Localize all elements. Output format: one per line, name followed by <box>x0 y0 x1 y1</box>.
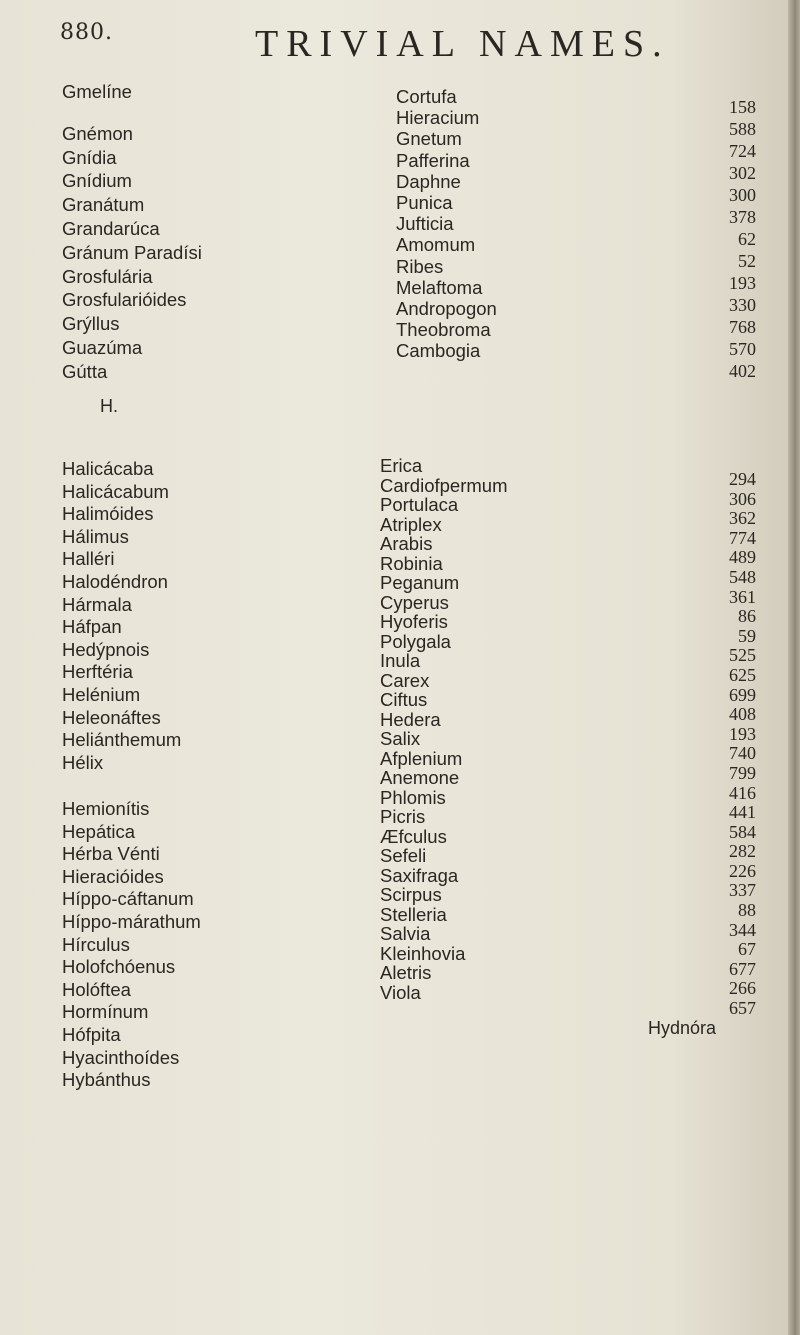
list-item: Hérba Vénti <box>62 843 160 865</box>
list-item: Daphne <box>396 170 461 192</box>
list-item: Hyoferis <box>380 611 448 632</box>
page-ref: 306 <box>729 488 756 509</box>
list-item: Hedýpnois <box>62 638 150 660</box>
page-ref: 378 <box>729 207 756 227</box>
list-item: Gútta <box>62 360 108 382</box>
list-item: Cyperus <box>380 591 449 613</box>
page-ref: 52 <box>738 251 756 271</box>
page-gutter-edge <box>788 0 800 1335</box>
catchword: Hydnóra <box>648 1018 717 1038</box>
page-ref: 408 <box>729 704 756 725</box>
list-item: Hyacinthoídes <box>62 1046 180 1068</box>
page-ref: 625 <box>729 664 756 685</box>
list-item: Grosfulária <box>62 265 153 287</box>
page-ref: 402 <box>729 361 756 381</box>
page-ref: 584 <box>729 821 756 842</box>
list-item: Gmelíne <box>62 81 132 102</box>
g-page-numbers <box>700 96 756 382</box>
list-item: Cambogia <box>396 340 481 362</box>
list-item: Portulaca <box>380 494 459 515</box>
page-number: 880. <box>60 20 113 45</box>
page-ref: 59 <box>738 625 756 646</box>
list-item: Hormínum <box>62 1001 149 1023</box>
list-item: Carex <box>380 669 430 691</box>
list-item: Afplenium <box>380 747 463 769</box>
page-ref: 193 <box>729 723 756 744</box>
page-ref: 361 <box>729 586 756 607</box>
page-ref: 300 <box>729 185 756 205</box>
list-item: Grosfularióides <box>62 289 187 311</box>
list-item: Herftéria <box>62 661 133 683</box>
page-ref: 226 <box>729 860 756 881</box>
list-item: Hieracium <box>396 107 480 129</box>
list-item: Salvia <box>380 923 431 944</box>
list-item: Pafferina <box>396 149 470 171</box>
list-item: Gnémon <box>62 122 133 144</box>
list-item: Halléri <box>62 548 115 570</box>
list-item: Hybánthus <box>62 1069 151 1091</box>
list-item: Peganum <box>380 572 460 593</box>
page-ref: 699 <box>729 684 756 705</box>
list-item: Arabis <box>380 533 433 554</box>
g-genus-list <box>396 86 497 362</box>
list-item: Atriplex <box>380 513 442 535</box>
h-trivial-names-list-b <box>62 798 201 1092</box>
list-item: Háfpan <box>62 616 122 638</box>
list-item: Gnídia <box>62 146 117 168</box>
list-item: Jufticia <box>396 213 454 235</box>
list-item: Punica <box>396 192 453 214</box>
page-ref: 489 <box>729 547 756 568</box>
page-ref: 588 <box>729 119 756 139</box>
page-ref: 441 <box>729 802 756 823</box>
page-ref: 88 <box>738 900 756 921</box>
list-item: Holofchóenus <box>62 956 176 978</box>
list-item: Saxifraga <box>380 864 459 886</box>
list-item: Hármala <box>62 593 132 615</box>
h-trivial-names-list-a <box>62 458 181 774</box>
list-item: Heleonáftes <box>62 706 161 728</box>
page-ref: 337 <box>729 880 756 901</box>
list-item: Scirpus <box>380 884 442 905</box>
list-item: Aletris <box>380 962 432 983</box>
list-item: Hálimus <box>62 525 129 547</box>
list-item: Kleinhovia <box>380 942 466 964</box>
running-title: TRIVIAL NAMES. <box>255 23 670 65</box>
list-item: Halicácabum <box>62 480 169 502</box>
page-ref: 570 <box>729 339 756 359</box>
list-item: Guazúma <box>62 336 143 358</box>
h-genus-list <box>380 456 508 1002</box>
list-item: Hepática <box>62 820 136 842</box>
list-item: Halimóides <box>62 503 154 525</box>
page-ref: 774 <box>729 527 756 548</box>
page-ref: 548 <box>729 566 756 587</box>
page-ref: 799 <box>729 762 756 783</box>
list-item: Hélix <box>62 751 104 773</box>
list-item: Salix <box>380 728 421 749</box>
section-letter-h: H. <box>100 396 118 416</box>
list-item: Heliánthemum <box>62 729 182 751</box>
page-ref: 362 <box>729 508 756 529</box>
list-item: Híppo-cáftanum <box>62 888 194 910</box>
list-item: Hedera <box>380 708 441 730</box>
list-item: Erica <box>380 455 423 476</box>
page-ref: 282 <box>729 841 756 862</box>
page-ref: 677 <box>729 958 756 979</box>
page-ref: 344 <box>729 919 756 940</box>
list-item: Andropogon <box>396 298 497 320</box>
list-item: Theobroma <box>396 319 491 341</box>
list-item: Halodéndron <box>62 570 168 592</box>
list-item: Cardiofpermum <box>380 474 508 496</box>
list-item: Inula <box>380 650 421 671</box>
page-ref: 62 <box>738 229 756 249</box>
h-page-numbers <box>700 470 756 1019</box>
list-item: Holóftea <box>62 978 131 1000</box>
page-ref: 416 <box>729 782 756 803</box>
page-ref: 266 <box>729 978 756 999</box>
page-header <box>0 20 788 70</box>
list-item: Cortufa <box>396 86 457 107</box>
page-ref: 740 <box>729 743 756 764</box>
g-trivial-names-list <box>62 80 202 384</box>
list-item: Viola <box>380 981 421 1003</box>
list-item: Ribes <box>396 255 444 277</box>
list-item: Granátum <box>62 194 145 216</box>
page-ref: 193 <box>729 273 756 293</box>
list-item: Ciftus <box>380 689 428 710</box>
list-item: Anemone <box>380 767 460 788</box>
list-item: Hieracióides <box>62 865 164 887</box>
list-item: Grandarúca <box>62 217 160 239</box>
list-item: Amomum <box>396 234 476 256</box>
list-item: Halicácaba <box>62 458 154 479</box>
page-ref: 657 <box>729 998 756 1019</box>
page-ref: 158 <box>729 97 756 117</box>
page-ref: 302 <box>729 163 756 183</box>
list-item: Hófpita <box>62 1023 121 1045</box>
page-ref: 330 <box>729 295 756 315</box>
list-item: Hírculus <box>62 933 130 955</box>
list-item: Grýllus <box>62 313 120 335</box>
list-item: Helénium <box>62 683 141 705</box>
list-item: Gnídium <box>62 170 132 192</box>
list-item: Robinia <box>380 552 443 574</box>
list-item: Melaftoma <box>396 276 483 298</box>
list-item: Polygala <box>380 630 451 652</box>
list-item: Æfculus <box>380 825 447 847</box>
list-item: Gránum Paradísi <box>62 241 202 263</box>
page-ref: 67 <box>738 939 756 960</box>
list-item: Gnetum <box>396 128 462 150</box>
page-ref: 525 <box>729 645 756 666</box>
list-item: Sefeli <box>380 845 427 866</box>
list-item: Stelleria <box>380 903 447 925</box>
page-ref: 768 <box>729 317 756 337</box>
list-item: Picris <box>380 806 426 827</box>
list-item: Hemionítis <box>62 798 150 819</box>
page-ref: 294 <box>729 469 756 489</box>
list-item: Phlomis <box>380 786 446 808</box>
page-ref: 724 <box>729 141 756 161</box>
page-ref: 86 <box>738 606 756 627</box>
list-item: Híppo-márathum <box>62 910 201 932</box>
